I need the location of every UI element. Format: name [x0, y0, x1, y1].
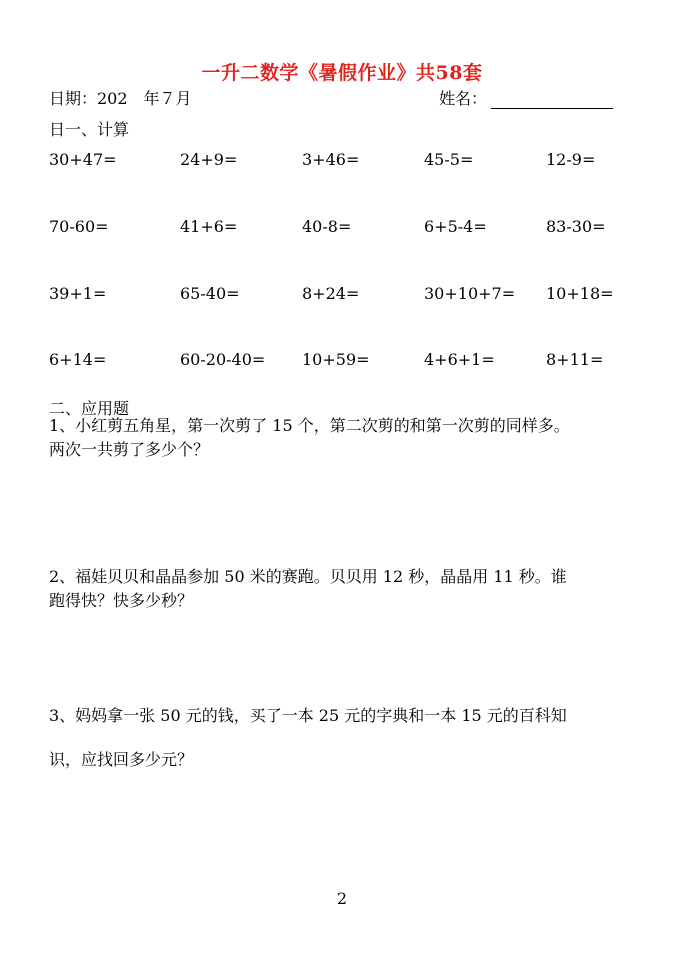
calculation-item: 6+5-4= [424, 217, 487, 236]
calculation-item: 30+10+7= [424, 284, 516, 303]
calculation-item: 24+9= [180, 150, 238, 169]
word-problem-3 [49, 704, 649, 772]
calculation-item: 83-30= [546, 217, 606, 236]
word-problem-1 [49, 414, 649, 462]
problem-text-line: 2、福娃贝贝和晶晶参加 50 米的赛跑。贝贝用 12 秒，晶晶用 11 秒。谁 [49, 567, 567, 586]
problem-text-line: 跑得快？快多少秒？ [49, 591, 194, 610]
calculation-item: 60-20-40= [180, 350, 266, 369]
calculation-item: 70-60= [49, 217, 109, 236]
calculation-item: 12-9= [546, 150, 596, 169]
calculation-row [49, 350, 649, 370]
name-label: 姓名： [439, 89, 488, 108]
problem-text-line: 1、小红剪五角星，第一次剪了 15 个，第二次剪的和第一次剪的同样多。 [49, 416, 570, 435]
calculation-item: 41+6= [180, 217, 238, 236]
page-title: 一升二数学《暑假作业》共58套 [201, 62, 483, 84]
word-problem-2 [49, 565, 649, 613]
calculation-row [49, 150, 649, 170]
calculation-item: 45-5= [424, 150, 474, 169]
section-heading-word-problems: 二、应用题 [49, 399, 130, 418]
calculation-item: 4+6+1= [424, 350, 495, 369]
calculation-item: 10+18= [546, 284, 614, 303]
page-number: 2 [336, 889, 348, 908]
calculation-row [49, 284, 649, 304]
problem-text-line: 识，应找回多少元？ [49, 750, 194, 769]
calculation-item: 10+59= [302, 350, 370, 369]
calculation-item: 8+11= [546, 350, 604, 369]
calculation-item: 3+46= [302, 150, 360, 169]
calculation-item: 8+24= [302, 284, 360, 303]
calculation-row [49, 217, 649, 237]
name-field [439, 86, 613, 109]
section-heading-calculation: 日一、计算 [49, 120, 130, 139]
calculation-item: 30+47= [49, 150, 117, 169]
calculation-item: 40-8= [302, 217, 352, 236]
name-blank-line [491, 92, 613, 109]
problem-text-line: 两次一共剪了多少个？ [49, 440, 210, 459]
calculation-item: 6+14= [49, 350, 107, 369]
calculation-item: 65-40= [180, 284, 240, 303]
problem-text-line: 3、妈妈拿一张 50 元的钱，买了一本 25 元的字典和一本 15 元的百科知 [49, 706, 567, 725]
calculation-item: 39+1= [49, 284, 107, 303]
date-label: 日期：202 年７月 [49, 89, 192, 108]
